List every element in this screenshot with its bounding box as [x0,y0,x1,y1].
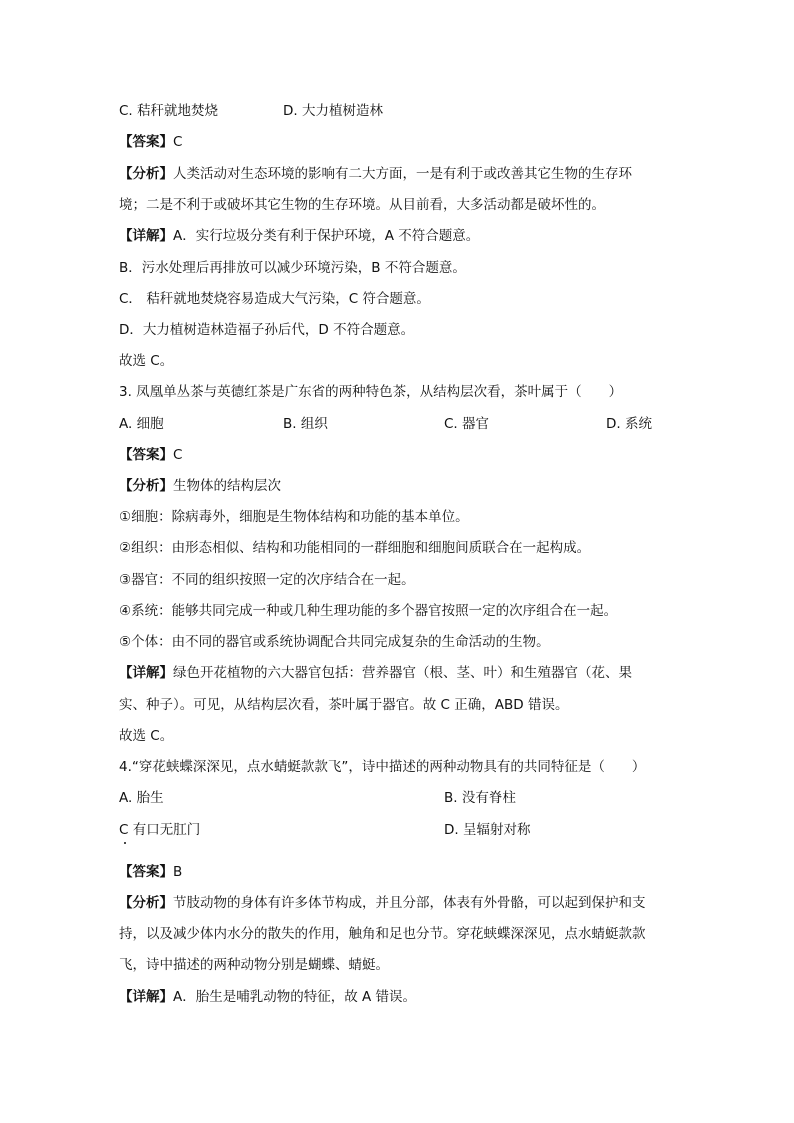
analysis-text: 生物体的结构层次 [173,478,281,494]
q3-detail-line2: 实、种子）。可见，从结构层次看，茶叶属于器官。故 C 正确，ABD 错误。 [119,697,569,713]
answer-value: B [173,864,183,880]
q4-option-d: D. 呈辐射对称 [444,822,531,838]
analysis-label: 【分析】 [119,166,173,182]
q3-detail-line1 [119,663,632,683]
analysis-text: 节肢动物的身体有许多体节构成，并且分部，体表有外骨骼，可以起到保护和支 [173,895,646,911]
q4-stem: 4.“穿花蛱蝶深深见，点水蜻蜓款款飞”，诗中描述的两种动物具有的共同特征是（ ） [119,759,646,775]
stray-dot [124,842,126,844]
q3-option-a: A. 细胞 [119,416,164,432]
q3-analysis-item-4: ④系统：能够共同完成一种或几种生理功能的多个器官按照一定的次序组合在一起。 [119,603,618,619]
q2-detail-b: B．污水处理后再排放可以减少环境污染，B 不符合题意。 [119,260,466,276]
q2-detail-d: D．大力植树造林造福子孙后代，D 不符合题意。 [119,322,415,338]
answer-value: C [173,134,183,150]
q3-analysis-item-5: ⑤个体：由不同的器官或系统协调配合共同完成复杂的生命活动的生物。 [119,634,550,650]
q3-analysis-item-2: ②组织：由形态相似、结构和功能相同的一群细胞和细胞间质联合在一起构成。 [119,540,591,556]
q2-answer [119,132,182,152]
detail-label: 【详解】 [119,665,173,681]
detail-label: 【详解】 [119,228,173,244]
q3-option-d: D. 系统 [606,416,652,432]
q4-detail-a [119,987,416,1007]
answer-value: C [173,447,183,463]
q2-detail-a [119,226,479,246]
q3-conclusion: 故选 C。 [119,728,174,744]
detail-text: A．实行垃圾分类有利于保护环境，A 不符合题意。 [173,228,480,244]
answer-label: 【答案】 [119,134,173,150]
detail-text: 绿色开花植物的六大器官包括：营养器官（根、茎、叶）和生殖器官（花、果 [173,665,632,681]
q4-option-b: B. 没有脊柱 [444,790,516,806]
q3-analysis-item-3: ③器官：不同的组织按照一定的次序结合在一起。 [119,572,415,588]
q3-analysis-title [119,476,281,496]
q2-analysis-line1 [119,164,632,184]
q3-stem: 3. 凤凰单丛茶与英德红茶是广东省的两种特色茶，从结构层次看，茶叶属于（ ） [119,384,623,400]
q3-option-c: C. 器官 [444,416,490,432]
q3-analysis-item-1: ①细胞：除病毒外，细胞是生物体结构和功能的基本单位。 [119,509,469,525]
analysis-label: 【分析】 [119,895,173,911]
detail-label: 【详解】 [119,989,173,1005]
q4-analysis-line2: 持，以及减少体内水分的散失的作用，触角和足也分节。穿花蛱蝶深深见，点水蜻蜓款款 [119,926,646,942]
q4-analysis-line1 [119,893,646,913]
q2-detail-c: C． 秸秆就地焚烧容易造成大气污染，C 符合题意。 [119,291,430,307]
answer-label: 【答案】 [119,864,173,880]
q3-answer [119,445,182,465]
q2-option-d: D. 大力植树造林 [283,103,383,119]
q2-analysis-line2: 境；二是不利于或破坏其它生物的生存环境。从目前看，大多活动都是破坏性的。 [119,197,605,213]
detail-text: A．胎生是哺乳动物的特征，故 A 错误。 [173,989,417,1005]
q4-option-a: A. 胎生 [119,790,164,806]
q2-conclusion: 故选 C。 [119,353,174,369]
q4-option-c: C 有口无肛门 [119,822,201,838]
q2-option-c: C. 秸秆就地焚烧 [119,103,219,119]
q4-analysis-line3: 飞，诗中描述的两种动物分别是蝴蝶、蜻蜓。 [119,957,389,973]
analysis-label: 【分析】 [119,478,173,494]
analysis-text: 人类活动对生态环境的影响有二大方面，一是有利于或改善其它生物的生存环 [173,166,632,182]
answer-label: 【答案】 [119,447,173,463]
q3-option-b: B. 组织 [283,416,328,432]
q4-answer [119,862,182,882]
